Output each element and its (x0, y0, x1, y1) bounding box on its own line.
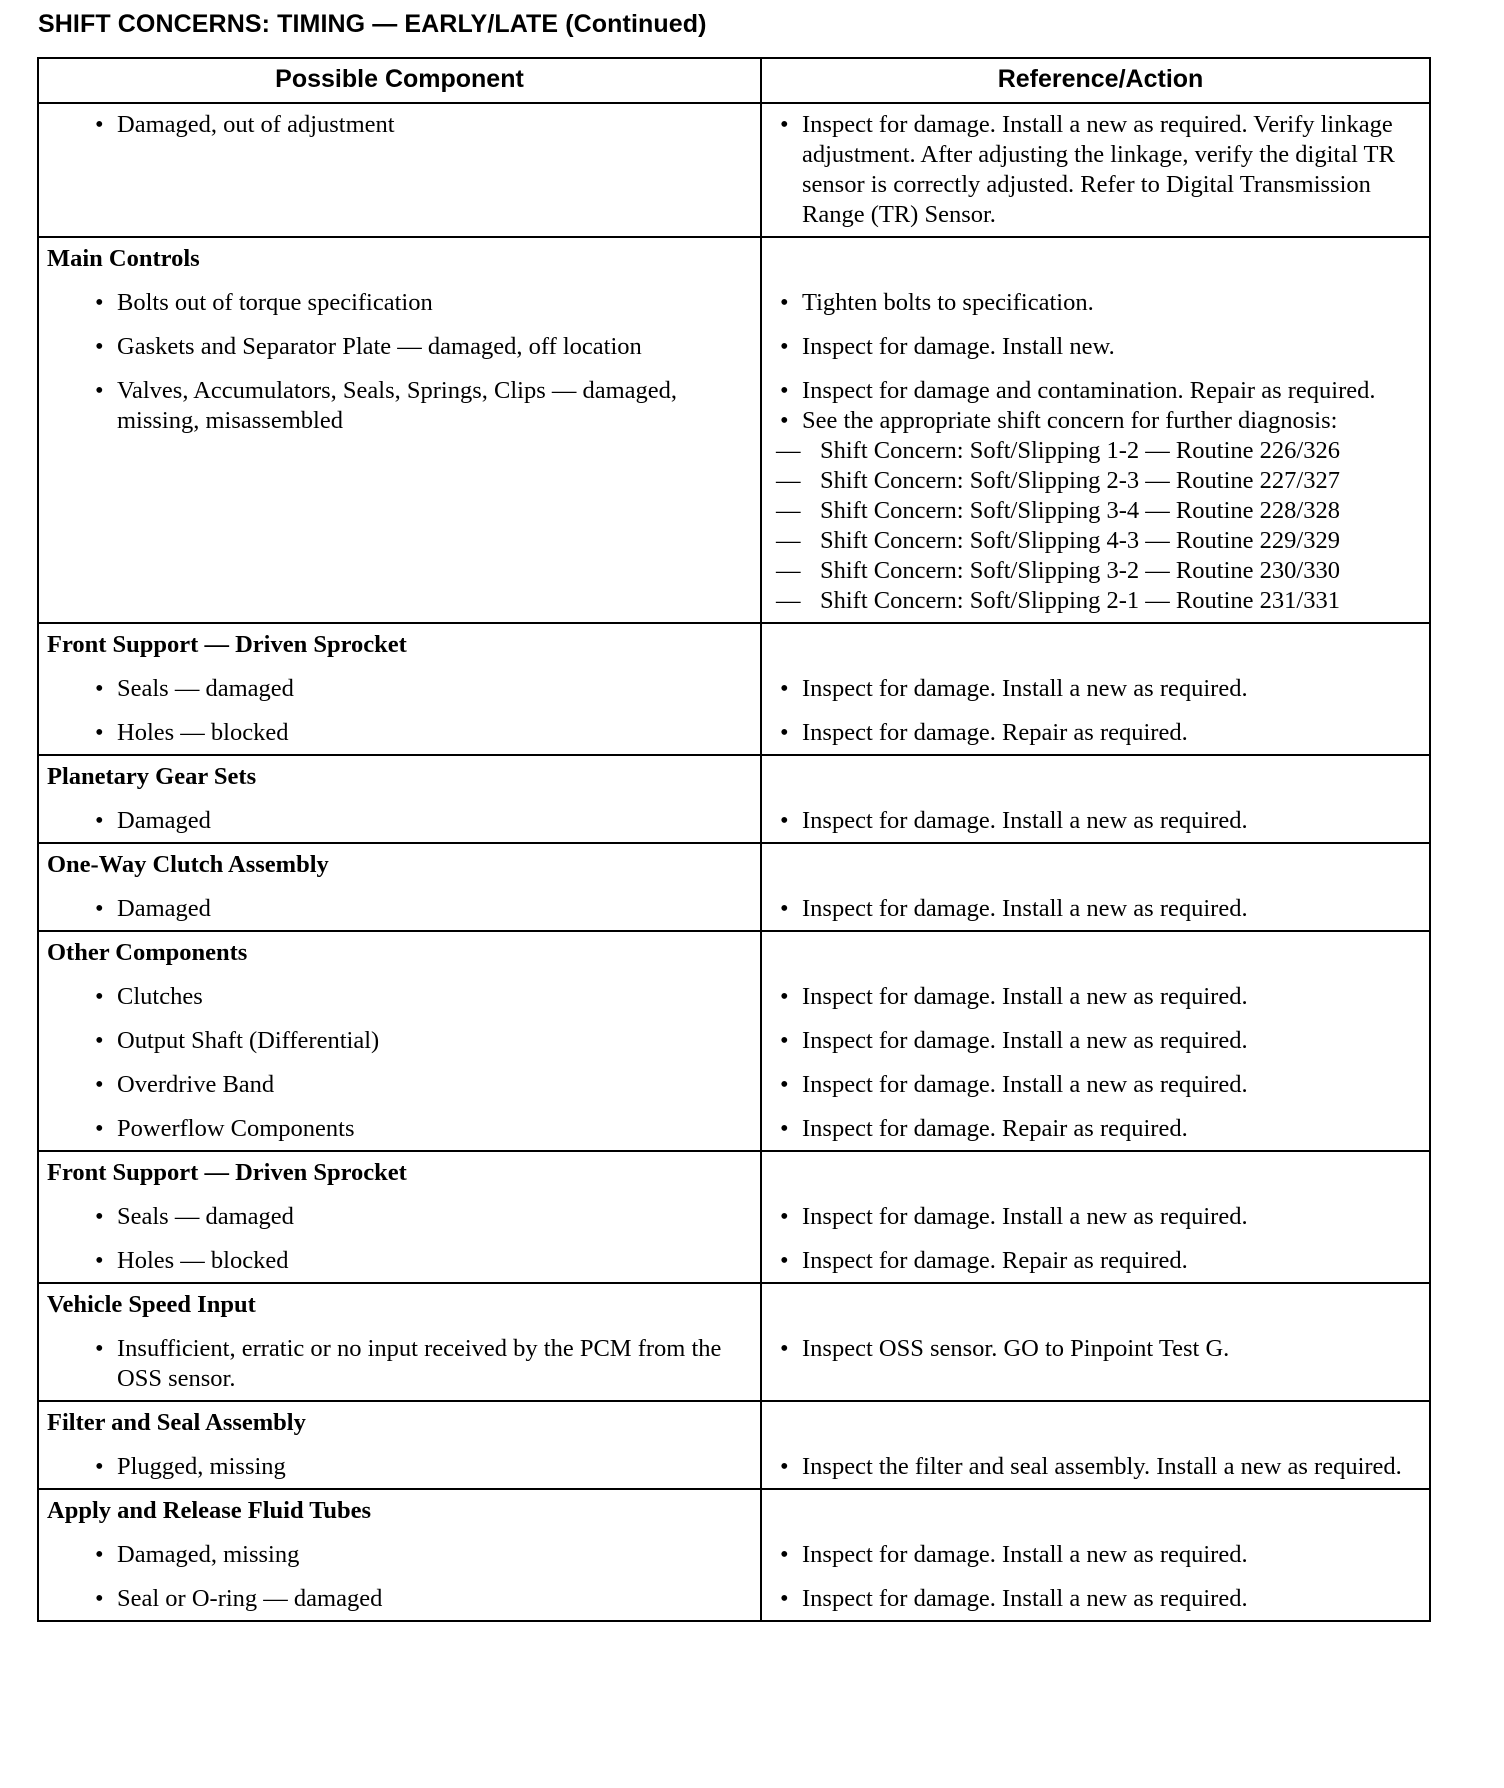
group-spacer (776, 762, 1425, 792)
component-item (47, 674, 752, 704)
component-group-heading: Front Support — Driven Sprocket (47, 631, 407, 658)
sub-action-item (776, 496, 1425, 526)
action-text: Inspect for damage. Install a new as required. (802, 895, 1248, 922)
component-cell (39, 1284, 762, 1400)
group-spacer (776, 244, 1425, 274)
dash-icon: — (776, 587, 801, 614)
sub-action-item (776, 436, 1425, 466)
component-group-heading: Filter and Seal Assembly (47, 1409, 306, 1436)
action-block (776, 332, 1425, 362)
component-text: Plugged, missing (117, 1453, 286, 1480)
component-item (47, 718, 752, 748)
component-item (47, 806, 752, 836)
bullet-icon: • (780, 983, 789, 1010)
page-title: SHIFT CONCERNS: TIMING — EARLY/LATE (Continued) (38, 10, 707, 38)
bullet-icon: • (780, 289, 789, 316)
action-block (776, 1114, 1425, 1144)
action-text: Inspect for damage. Repair as required. (802, 1115, 1188, 1142)
action-cell (762, 624, 1429, 754)
action-text: Inspect for damage. Install a new as required. (802, 675, 1248, 702)
table-row (39, 236, 1429, 622)
sub-action-item (776, 586, 1425, 616)
bullet-icon: • (780, 377, 789, 404)
bullet-icon: • (95, 333, 104, 360)
component-cell (39, 844, 762, 930)
action-text: Inspect for damage. Install a new as required. (802, 1541, 1248, 1568)
action-block (776, 674, 1425, 704)
component-item (47, 332, 752, 362)
action-block (776, 1026, 1425, 1056)
group-spacer (776, 1496, 1425, 1526)
action-item (776, 806, 1425, 836)
component-text: Seals — damaged (117, 675, 294, 702)
bullet-icon: • (95, 1247, 104, 1274)
action-cell (762, 1152, 1429, 1282)
dash-icon: — (776, 467, 801, 494)
dash-icon: — (776, 557, 801, 584)
component-text: Output Shaft (Differential) (117, 1027, 380, 1054)
diagnosis-table (37, 57, 1431, 1622)
group-spacer (776, 938, 1425, 968)
group-spacer (776, 1290, 1425, 1320)
bullet-icon: • (95, 719, 104, 746)
component-text: Powerflow Components (117, 1115, 355, 1142)
bullet-icon: • (780, 1027, 789, 1054)
component-item (47, 1584, 752, 1614)
action-text: Inspect for damage. Install a new as required. (802, 1071, 1248, 1098)
component-text: Damaged (117, 895, 211, 922)
component-text: Holes — blocked (117, 719, 289, 746)
action-block (776, 376, 1425, 616)
action-block (776, 1540, 1425, 1570)
sub-action-item (776, 466, 1425, 496)
action-block (776, 1452, 1425, 1482)
component-text: Damaged, out of adjustment (117, 111, 395, 138)
bullet-icon: • (780, 1115, 789, 1142)
bullet-icon: • (95, 1335, 104, 1362)
action-item (776, 288, 1425, 318)
bullet-icon: • (780, 111, 789, 138)
bullet-icon: • (95, 1071, 104, 1098)
table-row (39, 754, 1429, 842)
component-cell (39, 1152, 762, 1282)
component-group-heading: Vehicle Speed Input (47, 1291, 256, 1318)
action-item (776, 718, 1425, 748)
action-cell (762, 756, 1429, 842)
component-item (47, 982, 752, 1012)
column-header-component: Possible Component (39, 59, 762, 102)
table-row (39, 102, 1429, 236)
bullet-icon: • (780, 407, 789, 434)
bullet-icon: • (780, 807, 789, 834)
component-cell (39, 756, 762, 842)
component-item (47, 1334, 752, 1394)
component-item (47, 894, 752, 924)
sub-action-item (776, 556, 1425, 586)
action-block (776, 718, 1425, 748)
bullet-icon: • (780, 719, 789, 746)
action-block (776, 288, 1425, 318)
action-text: Inspect for damage. Repair as required. (802, 1247, 1188, 1274)
action-text: Inspect for damage. Install a new as required. (802, 1585, 1248, 1612)
component-item (47, 1452, 752, 1482)
component-item (47, 376, 752, 436)
action-block (776, 1202, 1425, 1232)
component-text: Seals — damaged (117, 1203, 294, 1230)
dash-icon: — (776, 437, 801, 464)
bullet-icon: • (95, 1453, 104, 1480)
bullet-icon: • (95, 675, 104, 702)
component-text: Clutches (117, 983, 203, 1010)
component-cell (39, 238, 762, 622)
component-text: Damaged (117, 807, 211, 834)
action-block (776, 110, 1425, 230)
action-cell (762, 1284, 1429, 1400)
bullet-icon: • (780, 1453, 789, 1480)
component-group-heading: Apply and Release Fluid Tubes (47, 1497, 372, 1524)
group-spacer (776, 1408, 1425, 1438)
action-block (776, 1246, 1425, 1276)
column-header-action: Reference/Action (997, 65, 1204, 93)
action-text: Inspect for damage. Repair as required. (802, 719, 1188, 746)
bullet-icon: • (95, 895, 104, 922)
action-item (776, 894, 1425, 924)
component-group-heading: Planetary Gear Sets (47, 763, 257, 790)
bullet-icon: • (95, 807, 104, 834)
action-text: Inspect for damage. Install a new as required. (802, 807, 1248, 834)
component-text: Valves, Accumulators, Seals, Springs, Clips — damaged, missing, misassembled (117, 377, 678, 434)
action-text: Inspect for damage. Install a new as required. Verify linkage adjustment. After adjusting the linkage, verify the digital TR sensor is correctly adjusted. Refer to Digital Transmission Range (TR) Sensor. (802, 111, 1395, 228)
bullet-icon: • (780, 1071, 789, 1098)
bullet-icon: • (780, 1203, 789, 1230)
bullet-icon: • (780, 1335, 789, 1362)
sub-action-text: Shift Concern: Soft/Slipping 3-4 — Routine 228/328 (820, 497, 1340, 524)
bullet-icon: • (780, 1541, 789, 1568)
component-text: Gaskets and Separator Plate — damaged, off location (117, 333, 642, 360)
table-row (39, 842, 1429, 930)
table-row (39, 1282, 1429, 1400)
action-item (776, 332, 1425, 362)
component-cell (39, 624, 762, 754)
component-text: Seal or O-ring — damaged (117, 1585, 383, 1612)
component-text: Damaged, missing (117, 1541, 300, 1568)
bullet-icon: • (780, 895, 789, 922)
component-cell (39, 1490, 762, 1620)
component-cell (39, 1402, 762, 1488)
table-row (39, 930, 1429, 1150)
bullet-icon: • (95, 983, 104, 1010)
bullet-icon: • (95, 1027, 104, 1054)
action-text: See the appropriate shift concern for further diagnosis: (802, 407, 1338, 434)
component-cell (39, 104, 762, 236)
action-item (776, 1026, 1425, 1056)
action-item (776, 1584, 1425, 1614)
component-item (47, 1114, 752, 1144)
component-item (47, 1246, 752, 1276)
action-item (776, 1334, 1425, 1364)
action-block (776, 1070, 1425, 1100)
bullet-icon: • (95, 289, 104, 316)
bullet-icon: • (95, 1203, 104, 1230)
component-group-heading: Front Support — Driven Sprocket (47, 1159, 407, 1186)
action-text: Inspect for damage. Install a new as required. (802, 983, 1248, 1010)
sub-action-text: Shift Concern: Soft/Slipping 3-2 — Routine 230/330 (820, 557, 1340, 584)
group-spacer (776, 630, 1425, 660)
action-item (776, 110, 1425, 230)
action-block (776, 982, 1425, 1012)
bullet-icon: • (95, 111, 104, 138)
dash-icon: — (776, 527, 801, 554)
action-text: Inspect for damage. Install a new as required. (802, 1027, 1248, 1054)
action-cell (762, 238, 1429, 622)
sub-action-text: Shift Concern: Soft/Slipping 4-3 — Routine 229/329 (820, 527, 1340, 554)
component-text: Insufficient, erratic or no input received by the PCM from the OSS sensor. (117, 1335, 722, 1392)
component-item (47, 1540, 752, 1570)
sub-action-text: Shift Concern: Soft/Slipping 2-1 — Routine 231/331 (820, 587, 1340, 614)
action-cell (762, 844, 1429, 930)
group-spacer (776, 850, 1425, 880)
component-text: Overdrive Band (117, 1071, 275, 1098)
action-item (776, 1114, 1425, 1144)
action-item (776, 1246, 1425, 1276)
action-cell (762, 932, 1429, 1150)
component-group-heading: Main Controls (47, 245, 200, 272)
action-text: Tighten bolts to specification. (802, 289, 1094, 316)
group-spacer (776, 1158, 1425, 1188)
sub-action-text: Shift Concern: Soft/Slipping 1-2 — Routine 226/326 (820, 437, 1340, 464)
action-item (776, 1540, 1425, 1570)
action-text: Inspect for damage and contamination. Repair as required. (802, 377, 1376, 404)
action-block (776, 806, 1425, 836)
component-item (47, 288, 752, 318)
action-cell (762, 1490, 1429, 1620)
table-row (39, 1400, 1429, 1488)
action-item (776, 674, 1425, 704)
action-cell (762, 1402, 1429, 1488)
action-block (776, 1584, 1425, 1614)
dash-icon: — (776, 497, 801, 524)
action-item (776, 376, 1425, 406)
action-item (776, 1452, 1425, 1482)
action-item (776, 982, 1425, 1012)
component-item (47, 1202, 752, 1232)
component-item (47, 110, 752, 140)
component-cell (39, 932, 762, 1150)
component-group-heading: One-Way Clutch Assembly (47, 851, 329, 878)
bullet-icon: • (780, 1247, 789, 1274)
action-item (776, 1070, 1425, 1100)
table-row (39, 1488, 1429, 1620)
action-text: Inspect OSS sensor. GO to Pinpoint Test G. (802, 1335, 1230, 1362)
table-row (39, 1150, 1429, 1282)
bullet-icon: • (95, 1585, 104, 1612)
bullet-icon: • (95, 377, 104, 404)
bullet-icon: • (780, 1585, 789, 1612)
component-group-heading: Other Components (47, 939, 248, 966)
action-text: Inspect for damage. Install a new as required. (802, 1203, 1248, 1230)
table-row (39, 622, 1429, 754)
bullet-icon: • (780, 333, 789, 360)
action-block (776, 894, 1425, 924)
action-text: Inspect for damage. Install new. (802, 333, 1115, 360)
action-text: Inspect the filter and seal assembly. Install a new as required. (802, 1453, 1402, 1480)
component-item (47, 1026, 752, 1056)
sub-action-item (776, 526, 1425, 556)
table-header-row (39, 59, 1429, 102)
action-block (776, 1334, 1425, 1364)
sub-action-text: Shift Concern: Soft/Slipping 2-3 — Routine 227/327 (820, 467, 1340, 494)
bullet-icon: • (780, 675, 789, 702)
action-cell (762, 104, 1429, 236)
action-item (776, 406, 1425, 436)
component-text: Bolts out of torque specification (117, 289, 433, 316)
component-text: Holes — blocked (117, 1247, 289, 1274)
component-item (47, 1070, 752, 1100)
bullet-icon: • (95, 1541, 104, 1568)
bullet-icon: • (95, 1115, 104, 1142)
action-item (776, 1202, 1425, 1232)
